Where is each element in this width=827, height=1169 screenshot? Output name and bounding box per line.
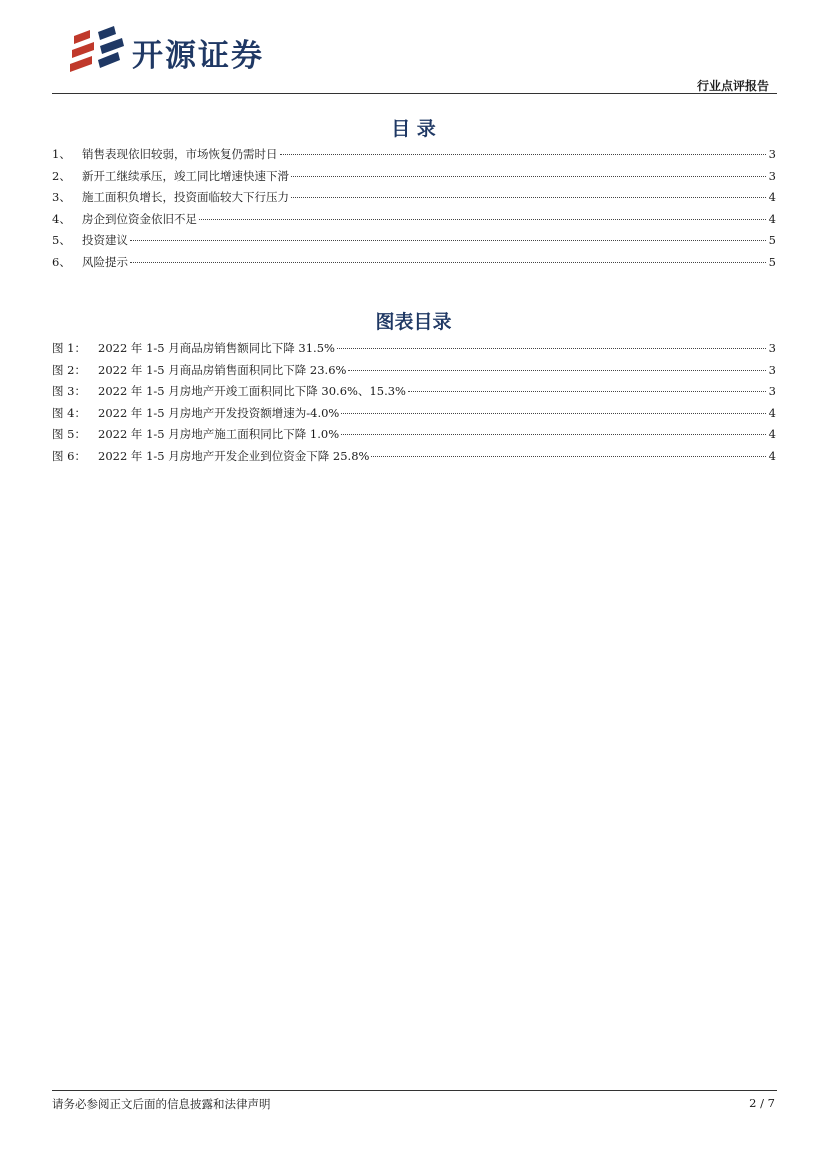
figure-item-title: 2022 年 1-5 月房地产开发投资额增速为-4.0% xyxy=(98,405,340,420)
figures-heading: 图表目录 xyxy=(375,311,452,333)
figure-item-title: 2022 年 1-5 月商品房销售额同比下降 31.5% xyxy=(98,341,335,355)
toc-leader xyxy=(291,197,766,198)
toc-item-title: 施工面积负增长，投资面临较大下行压力 xyxy=(82,190,289,204)
figure-item-page: 4 xyxy=(768,427,776,441)
toc-leader xyxy=(341,413,766,414)
toc-item-page: 5 xyxy=(768,233,776,247)
toc-item-page: 3 xyxy=(768,168,776,183)
figure-item-page: 4 xyxy=(768,405,776,420)
toc-item[interactable] xyxy=(52,146,776,168)
toc-item-number: 4、 xyxy=(52,211,71,226)
toc-item-number: 6、 xyxy=(52,254,71,269)
toc-item-page: 5 xyxy=(768,254,776,269)
toc-item-number: 1、 xyxy=(52,147,71,161)
toc-item-title: 销售表现依旧较弱，市场恢复仍需时日 xyxy=(82,147,278,161)
toc-leader xyxy=(199,219,766,220)
figure-item-page: 3 xyxy=(768,384,776,398)
toc-item-page: 3 xyxy=(768,147,776,161)
figures-list xyxy=(52,340,776,469)
figure-item-title: 2022 年 1-5 月商品房销售面积同比下降 23.6% xyxy=(98,362,347,377)
toc-leader xyxy=(341,434,766,435)
figure-item-label: 图 4： xyxy=(52,405,86,420)
toc-leader xyxy=(371,456,766,457)
toc-item[interactable] xyxy=(52,211,776,233)
toc-list xyxy=(52,146,776,275)
toc-item-title: 投资建议 xyxy=(82,233,128,247)
figure-item-page: 3 xyxy=(768,341,776,355)
brand-logo xyxy=(66,26,326,76)
toc-item[interactable] xyxy=(52,254,776,276)
toc-item-title: 新开工继续承压，竣工同比增速快速下滑 xyxy=(82,168,289,183)
figure-item-label: 图 6： xyxy=(52,448,86,463)
figure-item-label: 图 2： xyxy=(52,362,86,377)
toc-leader xyxy=(280,154,767,155)
toc-leader xyxy=(337,348,766,349)
header-divider xyxy=(52,93,777,94)
toc-item-number: 3、 xyxy=(52,190,71,204)
toc-item-page: 4 xyxy=(768,190,776,204)
toc-item-number: 2、 xyxy=(52,168,71,183)
toc-item[interactable] xyxy=(52,168,776,190)
figure-item-title: 2022 年 1-5 月房地产开竣工面积同比下降 30.6%、15.3% xyxy=(98,384,406,398)
toc-item-number: 5、 xyxy=(52,233,71,247)
report-type-label: 行业点评报告 xyxy=(696,79,769,93)
toc-leader xyxy=(130,240,766,241)
toc-heading: 目 录 xyxy=(391,118,436,140)
toc-leader xyxy=(291,176,766,177)
toc-leader xyxy=(130,262,766,263)
figure-item[interactable] xyxy=(52,448,776,470)
figure-item[interactable] xyxy=(52,362,776,384)
figure-item-page: 4 xyxy=(768,448,776,463)
figure-item[interactable] xyxy=(52,426,776,448)
toc-leader xyxy=(408,391,766,392)
toc-item-title: 房企到位资金依旧不足 xyxy=(82,211,197,226)
figure-item[interactable] xyxy=(52,383,776,405)
footer-disclaimer: 请务必参阅正文后面的信息披露和法律声明 xyxy=(52,1097,271,1111)
figure-item-label: 图 3： xyxy=(52,384,86,398)
figure-item-title: 2022 年 1-5 月房地产施工面积同比下降 1.0% xyxy=(98,427,340,441)
logo-text: 开源证券 xyxy=(132,38,264,74)
toc-item-title: 风险提示 xyxy=(82,254,128,269)
figure-item[interactable] xyxy=(52,405,776,427)
footer-divider xyxy=(52,1090,777,1091)
page-number: 2 / 7 xyxy=(749,1096,775,1110)
figure-item[interactable] xyxy=(52,340,776,362)
figure-item-title: 2022 年 1-5 月房地产开发企业到位资金下降 25.8% xyxy=(98,448,370,463)
toc-item-page: 4 xyxy=(768,211,776,226)
toc-item[interactable] xyxy=(52,232,776,254)
figure-item-page: 3 xyxy=(768,362,776,377)
toc-leader xyxy=(348,370,766,371)
figure-item-label: 图 1： xyxy=(52,341,86,355)
toc-item[interactable] xyxy=(52,189,776,211)
logo-mark-icon xyxy=(66,26,128,76)
figure-item-label: 图 5： xyxy=(52,427,86,441)
